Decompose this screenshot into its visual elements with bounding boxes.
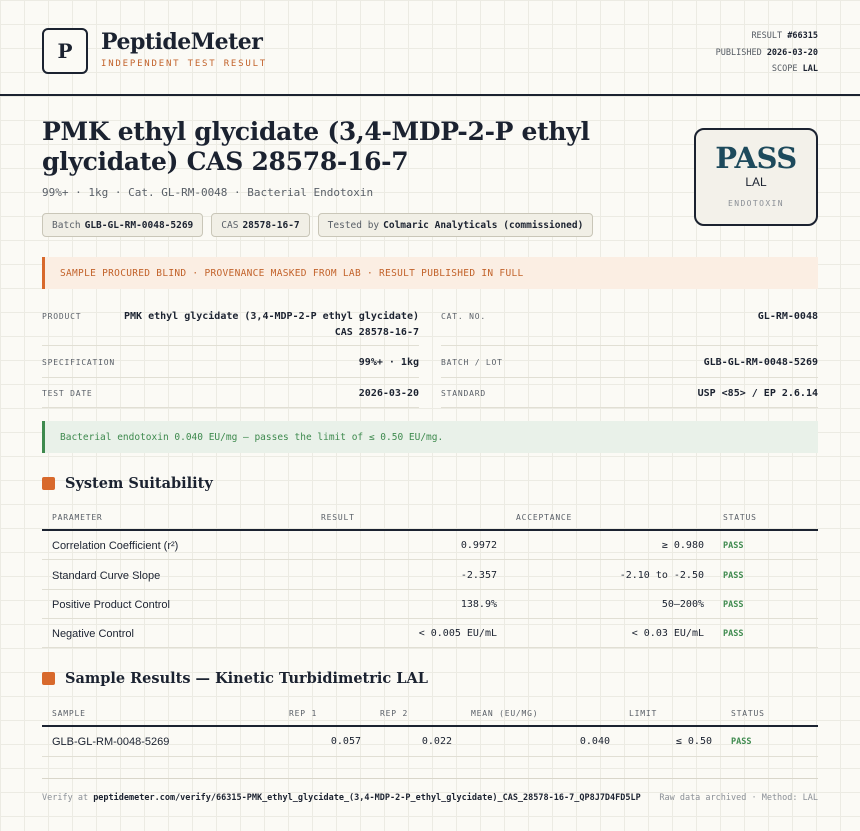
scope-value: LAL: [802, 64, 818, 74]
tested-by-chip: [318, 213, 594, 237]
section-heading: System Suitability: [65, 475, 213, 492]
brand-name: PeptideMeter: [101, 29, 263, 55]
result-cell: 138.9%: [460, 599, 497, 610]
samples-section-title: [42, 670, 428, 687]
published-date: 2026-03-20: [766, 47, 818, 58]
col-header-result: RESULT: [321, 513, 355, 522]
date-label: TEST DATE: [42, 389, 93, 398]
table-row: [42, 590, 818, 619]
result-cell: 0.9972: [460, 540, 497, 551]
batch-value: GLB-GL-RM-0048-5269: [703, 357, 818, 368]
verify-note: [42, 793, 641, 803]
status-badge: PASS: [723, 570, 744, 581]
brand-logo: [42, 28, 88, 74]
product-value: PMK ethyl glycidate (3,4-MDP-2-P ethyl glycidate) CAS 28578-16-7: [123, 311, 419, 338]
table-row: [42, 619, 818, 648]
procurement-banner: [42, 257, 818, 289]
verify-link[interactable]: peptidemeter.com/verify/66315-PMK_ethyl_glycidate_(3,4-MDP-2-P_ethyl_glycidate)_CAS_28578-16-7_QP8J7D4FD5LP: [93, 793, 641, 803]
table-row: [42, 531, 818, 560]
catno-value: GL-RM-0048: [757, 311, 818, 322]
verdict-word: PASS: [715, 141, 797, 175]
parameter-cell: Positive Product Control: [52, 598, 170, 611]
standard-label: STANDARD: [441, 389, 486, 398]
product-label: PRODUCT: [42, 312, 82, 321]
chip-value: GLB-GL-RM-0048-5269: [84, 219, 194, 231]
result-label: RESULT: [751, 31, 783, 41]
status-badge: PASS: [723, 628, 744, 639]
divider: [42, 345, 419, 346]
chip-value: 28578-16-7: [242, 219, 300, 231]
result-cell: -2.357: [460, 570, 497, 581]
parameter-cell: Standard Curve Slope: [52, 569, 161, 582]
verdict-analyte: ENDOTOXIN: [728, 199, 784, 208]
batch-label: BATCH / LOT: [441, 358, 503, 367]
section-marker-icon: [42, 477, 55, 490]
chip-row: [42, 213, 593, 237]
rep1-cell: 0.057: [330, 736, 361, 747]
archive-note: Raw data archived · Method: LAL: [659, 793, 818, 803]
verify-prefix: Verify at: [42, 793, 89, 803]
divider: [42, 407, 419, 408]
acceptance-cell: -2.10 to -2.50: [619, 570, 704, 581]
acceptance-cell: 50–200%: [661, 599, 704, 610]
col-header-rep2: REP 2: [380, 709, 409, 718]
acceptance-cell: ≥ 0.980: [661, 540, 704, 551]
divider: [441, 345, 818, 346]
col-header-rep1: REP 1: [289, 709, 318, 718]
brand-tagline: INDEPENDENT TEST RESULT: [101, 59, 268, 69]
spec-value: 99%+ · 1kg: [358, 357, 419, 368]
table-row: [42, 727, 818, 757]
col-header-status: STATUS: [731, 709, 765, 718]
result-cell: < 0.005 EU/mL: [418, 628, 497, 639]
sample-cell: GLB-GL-RM-0048-5269: [52, 735, 170, 748]
col-header-parameter: PARAMETER: [52, 513, 103, 522]
verdict-method: LAL: [745, 175, 767, 189]
table-row: [42, 561, 818, 590]
result-summary-text: Bacterial endotoxin 0.040 EU/mg — passes the limit of ≤ 0.50 EU/mg.: [60, 431, 444, 443]
cas-chip: [211, 213, 309, 237]
product-title: PMK ethyl glycidate (3,4-MDP-2-P ethyl glycidate) CAS 28578-16-7: [42, 117, 590, 176]
col-header-acceptance: ACCEPTANCE: [516, 513, 573, 522]
status-badge: PASS: [723, 599, 744, 610]
col-header-sample: SAMPLE: [52, 709, 86, 718]
chip-value: Colmaric Analyticals (commissioned): [383, 219, 584, 231]
result-summary-banner: [42, 421, 818, 453]
col-header-mean: MEAN (EU/MG): [471, 709, 539, 718]
catno-label: CAT. NO.: [441, 312, 486, 321]
acceptance-cell: < 0.03 EU/mL: [631, 628, 704, 639]
report-meta: [716, 28, 818, 78]
mean-cell: 0.040: [579, 736, 610, 747]
divider: [42, 377, 419, 378]
divider: [441, 407, 818, 408]
procurement-banner-text: SAMPLE PROCURED BLIND · PROVENANCE MASKED FROM LAB · RESULT PUBLISHED IN FULL: [60, 267, 524, 279]
result-number: #66315: [787, 31, 818, 41]
date-value: 2026-03-20: [358, 388, 419, 399]
status-badge: PASS: [731, 736, 752, 747]
batch-chip: [42, 213, 203, 237]
section-heading: Sample Results — Kinetic Turbidimetric LAL: [65, 670, 428, 687]
section-marker-icon: [42, 672, 55, 685]
scope-label: SCOPE: [771, 64, 798, 74]
status-badge: PASS: [723, 540, 744, 551]
chip-label: Batch: [52, 219, 81, 231]
col-header-limit: LIMIT: [629, 709, 658, 718]
limit-cell: ≤ 0.50: [675, 736, 712, 747]
product-subtitle: 99%+ · 1kg · Cat. GL-RM-0048 · Bacterial Endotoxin: [42, 186, 374, 199]
col-header-status: STATUS: [723, 513, 757, 522]
rep2-cell: 0.022: [421, 736, 452, 747]
parameter-cell: Correlation Coefficient (r²): [52, 539, 179, 552]
parameter-cell: Negative Control: [52, 627, 134, 640]
spec-label: SPECIFICATION: [42, 358, 116, 367]
chip-label: Tested by: [327, 219, 380, 231]
chip-label: CAS: [221, 219, 239, 231]
logo-letter: P: [57, 39, 73, 63]
report-header: [0, 0, 860, 96]
divider: [441, 377, 818, 378]
verdict-stamp: [694, 128, 818, 226]
suitability-section-title: [42, 475, 213, 492]
standard-value: USP <85> / EP 2.6.14: [697, 388, 818, 399]
published-label: PUBLISHED: [715, 47, 762, 58]
footer-rule: [42, 778, 818, 779]
